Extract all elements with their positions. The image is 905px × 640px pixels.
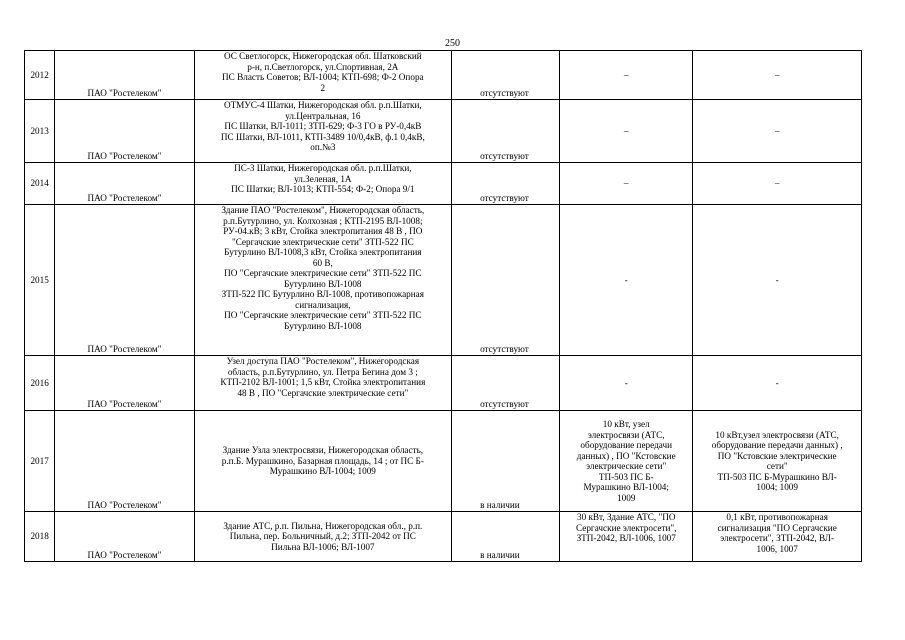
capacity-cell: – bbox=[560, 100, 693, 163]
consumer-cell: - bbox=[693, 205, 862, 356]
table-row bbox=[25, 51, 862, 100]
status-cell: отсутствуют bbox=[452, 163, 560, 205]
address-cell: ОС Светлогорск, Нижегородская обл. Шатковский р-н, п.Светлогорск, ул.Спортивная, 2А ПС Власть Советов; ВЛ-1004; КТП-698; Ф-2 Опора 2 bbox=[194, 51, 451, 100]
owner-cell: ПАО "Ростелеком" bbox=[55, 205, 194, 356]
capacity-cell: – bbox=[560, 51, 693, 100]
address-cell: Здание ПАО "Ростелеком", Нижегородская область, р.п.Бутурлино, ул. Колхозная ; КТП-2195 ВЛ-1008; РУ-04.кВ; 3 кВт, Стойка электропитания 48 В , ПО "Сергачские электрические сети" ЗТП-522 ПС Бутурлино ВЛ-1008,3 кВт, Стойка электропитания 60 В, ПО "Сергачские электрические сети" ЗТП-522 ПС Бутурлино ВЛ-1008 ЗТП-522 ПС Бутурлино ВЛ-1008, противопожарная сигнализация, ПО "Сергачские электрические сети" ЗТП-522 ПС Бутурлино ВЛ-1008 bbox=[194, 205, 451, 356]
table-row bbox=[25, 163, 862, 205]
capacity-cell: - bbox=[560, 356, 693, 411]
consumer-cell: – bbox=[693, 163, 862, 205]
address-cell: Здание Узла электросвязи, Нижегородская область, р.п.Б. Мурашкино, Базарная площадь, 14 ; от ПС Б- Мурашкино ВЛ-1004; 1009 bbox=[194, 411, 451, 512]
address-cell: Здание АТС, р.п. Пильна, Нижегородская обл., р.п. Пильна, пер. Больничный, д.2; ЗТП-2042 от ПС Пильна ВЛ-1006; ВЛ-1007 bbox=[194, 512, 451, 562]
table-row bbox=[25, 205, 862, 356]
status-cell: отсутствуют bbox=[452, 100, 560, 163]
status-cell: отсутствуют bbox=[452, 205, 560, 356]
consumer-cell: – bbox=[693, 51, 862, 100]
table-row bbox=[25, 356, 862, 411]
consumer-cell: – bbox=[693, 100, 862, 163]
status-cell: в наличии bbox=[452, 411, 560, 512]
row-number: 2014 bbox=[25, 163, 55, 205]
owner-cell: ПАО "Ростелеком" bbox=[55, 356, 194, 411]
registry-table bbox=[24, 50, 862, 562]
table-row bbox=[25, 512, 862, 562]
row-number: 2017 bbox=[25, 411, 55, 512]
address-cell: Узел доступа ПАО "Ростелеком", Нижегородская область, р.п.Бутурлино, ул. Петра Бегина дом 3 ; КТП-2102 ВЛ-1001; 1,5 кВт, Стойка электропитания 48 В , ПО "Сергачские электрические сети" bbox=[194, 356, 451, 411]
capacity-cell: – bbox=[560, 163, 693, 205]
status-cell: в наличии bbox=[452, 512, 560, 562]
consumer-cell: 10 кВт,узел электросвязи (АТС, оборудование передачи данных) , ПО "Кстовские электрические сети" ТП-503 ПС Б-Мурашкино ВЛ- 1004; 1009 bbox=[693, 411, 862, 512]
status-cell: отсутствуют bbox=[452, 356, 560, 411]
owner-cell: ПАО "Ростелеком" bbox=[55, 100, 194, 163]
status-cell: отсутствуют bbox=[452, 51, 560, 100]
capacity-cell: - bbox=[560, 205, 693, 356]
consumer-cell: - bbox=[693, 356, 862, 411]
row-number: 2012 bbox=[25, 51, 55, 100]
capacity-cell: 30 кВт, Здание АТС, "ПО Сергачские электросети", ЗТП-2042, ВЛ-1006, 1007 bbox=[560, 512, 693, 562]
table-row bbox=[25, 100, 862, 163]
row-number: 2018 bbox=[25, 512, 55, 562]
owner-cell: ПАО "Ростелеком" bbox=[55, 411, 194, 512]
page-number: 250 bbox=[445, 38, 460, 49]
owner-cell: ПАО "Ростелеком" bbox=[55, 163, 194, 205]
address-cell: ОТМУС-4 Шатки, Нижегородская обл. р.п.Шатки, ул.Центральная, 16 ПС Шатки, ВЛ-1011; ЗТП-629; Ф-3 ГО в РУ-0,4кВ ПС Шатки, ВЛ-1011, КТП-3489 10/0,4кВ, ф.1 0,4кВ, оп.№3 bbox=[194, 100, 451, 163]
consumer-cell: 0,1 кВт, противопожарная сигнализация "ПО Сергачские электросети", ЗТП-2042, ВЛ- 1006, 1007 bbox=[693, 512, 862, 562]
capacity-cell: 10 кВт, узел электросвязи (АТС, оборудование передачи данных) , ПО "Кстовские электрические сети" ТП-503 ПС Б- Мурашкино ВЛ-1004; 1009 bbox=[560, 411, 693, 512]
row-number: 2015 bbox=[25, 205, 55, 356]
owner-cell: ПАО "Ростелеком" bbox=[55, 51, 194, 100]
row-number: 2013 bbox=[25, 100, 55, 163]
row-number: 2016 bbox=[25, 356, 55, 411]
address-cell: ПС-3 Шатки, Нижегородская обл. р.п.Шатки, ул.Зеленая, 1А ПС Шатки; ВЛ-1013; КТП-554; Ф-2; Опора 9/1 bbox=[194, 163, 451, 205]
table-row bbox=[25, 411, 862, 512]
owner-cell: ПАО "Ростелеком" bbox=[55, 512, 194, 562]
